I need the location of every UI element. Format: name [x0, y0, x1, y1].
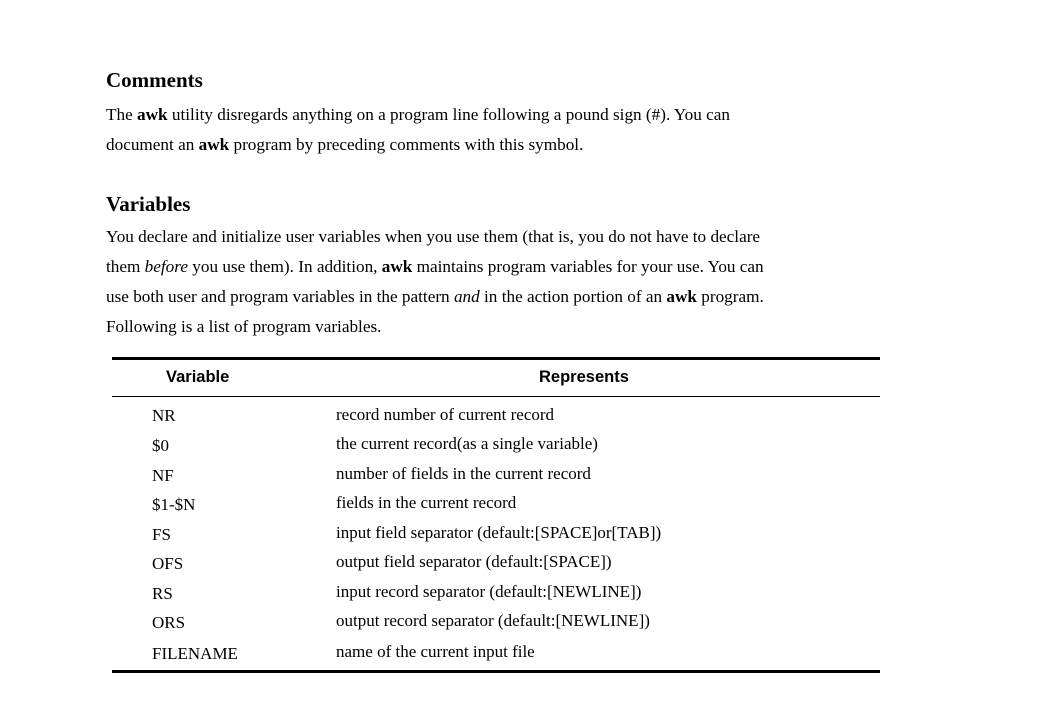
table-header-rule	[112, 396, 880, 397]
text-run: program.	[696, 287, 764, 306]
emphasis-italic: before	[144, 257, 188, 276]
variable-name-cell: FS	[152, 525, 171, 544]
variable-name-cell: NR	[152, 406, 176, 425]
comments-heading: Comments	[106, 68, 203, 92]
emphasis-bold: awk	[137, 105, 168, 124]
variable-name-cell: FILENAME	[152, 644, 238, 663]
variable-description-cell: output field separator (default:[SPACE])	[336, 552, 612, 571]
text-run: use both user and program variables in the pattern	[106, 287, 454, 306]
text-run: in the action portion of an	[479, 287, 667, 306]
variable-description-cell: output record separator (default:[NEWLINE])	[336, 611, 650, 630]
comments-paragraph	[106, 100, 946, 160]
text-run: maintains program variables for your use. You can	[412, 257, 764, 276]
variable-name-cell: NF	[152, 466, 174, 485]
variable-name-cell: OFS	[152, 554, 184, 573]
variable-description-cell: the current record(as a single variable)	[336, 434, 598, 453]
text-run: utility disregards anything on a program line following a pound sign (#). You can	[167, 105, 730, 124]
paragraph-line	[106, 100, 946, 130]
variable-name-cell: $0	[152, 436, 169, 455]
text-run: Following is a list of program variables.	[106, 317, 382, 336]
emphasis-bold: awk	[381, 257, 413, 276]
variable-description-cell: input record separator (default:[NEWLINE])	[336, 582, 642, 601]
variable-name-cell: RS	[152, 584, 173, 603]
variable-description-cell: input field separator (default:[SPACE]or[TAB])	[336, 523, 662, 542]
emphasis-bold: awk	[198, 135, 230, 154]
table-top-rule	[112, 357, 880, 360]
column-header-represents: Represents	[539, 368, 629, 386]
variable-description-cell: fields in the current record	[336, 493, 517, 512]
paragraph-line	[106, 282, 946, 312]
variable-description-cell: name of the current input file	[336, 642, 535, 661]
column-header-variable: Variable	[166, 368, 230, 386]
paragraph-line	[106, 130, 946, 160]
paragraph-line	[106, 252, 946, 282]
variable-description-cell: record number of current record	[336, 405, 555, 424]
text-run: them	[106, 257, 145, 276]
table-bottom-rule	[112, 670, 880, 673]
paragraph-line	[106, 312, 946, 342]
text-run: program by preceding comments with this symbol.	[229, 135, 584, 154]
variable-description-cell: number of fields in the current record	[336, 464, 591, 483]
emphasis-italic: and	[453, 287, 480, 306]
text-run: You declare and initialize user variables when you use them (that is, you do not have to declare	[106, 227, 761, 246]
text-run: document an	[106, 135, 199, 154]
variable-name-cell: ORS	[152, 613, 186, 632]
variables-heading: Variables	[106, 192, 191, 216]
paragraph-line	[106, 222, 946, 252]
emphasis-bold: awk	[666, 287, 697, 306]
variable-name-cell: $1-$N	[152, 495, 196, 514]
text-run: The	[106, 105, 138, 124]
variables-paragraph	[106, 222, 946, 342]
text-run: you use them). In addition,	[187, 257, 382, 276]
